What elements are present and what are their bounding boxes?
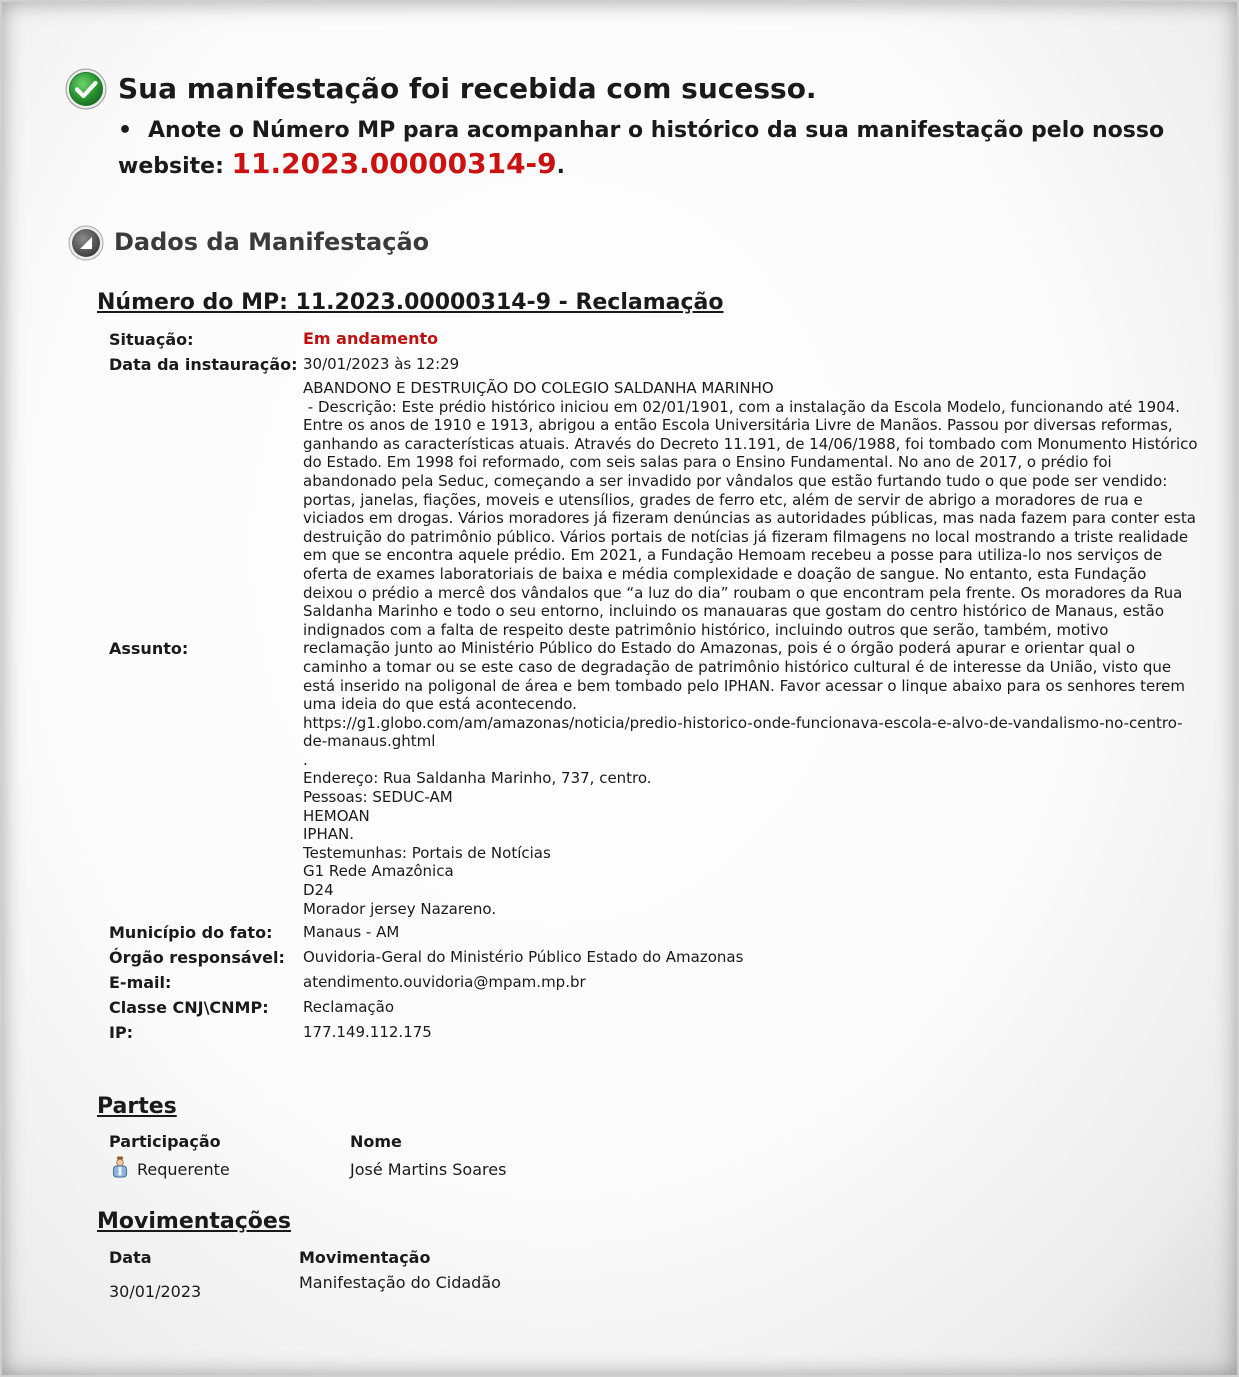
participacao-cell	[111, 1156, 230, 1179]
instruction-text: Anote o Número MP para acompanhar o histórico da sua manifestação pelo nosso website:	[118, 118, 1165, 179]
col-data: Data	[109, 1248, 152, 1267]
row-situacao	[109, 327, 1199, 352]
status-value: Em andamento	[303, 329, 439, 349]
success-title: Sua manifestação foi recebida com sucesso.	[118, 72, 817, 105]
assunto-value	[303, 377, 1203, 920]
row-data	[109, 352, 1199, 377]
ip-value: 177.149.112.175	[303, 1023, 432, 1042]
assunto-line: .	[303, 750, 308, 769]
row-email	[109, 970, 1199, 995]
assunto-line: IPHAN.	[303, 825, 354, 844]
mov-movimentacao-value: Manifestação do Cidadão	[299, 1273, 501, 1292]
manifestation-details	[109, 327, 1203, 1045]
assunto-link: https://g1.globo.com/am/amazonas/noticia/predio-historico-onde-funcionava-escola-e-alvo-de-vandalismo-no-centro-de-manaus.ghtml	[303, 713, 1183, 751]
assunto-people: Pessoas: SEDUC-AM	[303, 788, 453, 807]
email-value: atendimento.ouvidoria@mpam.mp.br	[303, 973, 586, 992]
row-ip	[109, 1020, 1199, 1045]
section-bullet-icon	[68, 225, 104, 261]
data-value: 30/01/2023 às 12:29	[303, 355, 460, 374]
assunto-description: - Descrição: Este prédio histórico iniciou em 02/01/1901, com a instalação da Escola Modelo, funcionando até 1904. Entre os anos de 1910 e 1913, abrigou a então Escola Universitária Livre de Manãos. Passou por diversas reformas, ganhando as características atuais. Através do Decreto 11.191, de 14/06/1988, foi tombado com Monumento Histórico do Estado. Em 1998 foi reformado, com seis salas para o Ensino Fundamental. No ano de 2017, o prédio foi abandonado pela Seduc, começando a ser invadido por vândalos que estão furtando tudo o que pode ser vendido: portas, janelas, fiações, moveis e utensílios, grades de ferro etc, além de servir de abrigo a moradores de rua e viciados em drogas. Vários moradores já fizeram denúncias as autoridades públicas, mas nada fazem para conter esta destruição do patrimônio público. Vários portais de notícias já fizeram filmagens no local mostrando a triste realidade em que se encontra aquele prédio. Em 2021, a Fundação Hemoam recebeu a posse para utiliza-lo nos serviços de oferta de exames laboratoriais de baixa e média complexidade e doação de sangue. No entanto, esta Fundação deixou o prédio a mercê dos vândalos que “a luz do dia” roubam o que encontram pela frente. Os moradores da Rua Saldanha Marinho e todo o seu entorno, incluindo os manauaras que gostam do centro histórico de Manaus, estão indignados com a falta de respeito deste patrimônio histórico, incluindo outros que serão, também, motivo reclamação junto ao Ministério Público do Estado do Amazonas, pois é o órgão poderá apurar e orientar qual o caminho a tomar ou se este caso de degradação de patrimônio histórico cultural é de interesse da União, visto que está inserido na poligonal de área e bem tombado pelo IPHAN. Favor acessar o linque abaixo para os senhores terem uma ideia do que está acontecendo.	[303, 397, 1203, 714]
assunto-address: Endereço: Rua Saldanha Marinho, 737, centro.	[303, 769, 652, 788]
row-orgao	[109, 945, 1199, 970]
row-assunto	[109, 377, 1203, 920]
orgao-label: Órgão responsável:	[109, 948, 285, 968]
email-label: E-mail:	[109, 973, 172, 993]
check-circle-icon	[65, 68, 107, 110]
assunto-line: D24	[303, 881, 334, 900]
situacao-label: Situação:	[109, 330, 194, 349]
mp-number: 11.2023.00000314-9	[231, 147, 557, 180]
classe-value: Reclamação	[303, 998, 395, 1017]
section-title: Dados da Manifestação	[114, 228, 430, 256]
nome-value: José Martins Soares	[350, 1160, 507, 1179]
municipio-label: Município do fato:	[109, 923, 273, 943]
ip-label: IP:	[109, 1023, 134, 1043]
participacao-value: Requerente	[137, 1160, 230, 1179]
assunto-line: HEMOAN	[303, 806, 370, 825]
data-label: Data da instauração:	[109, 355, 298, 374]
row-municipio	[109, 920, 1199, 945]
row-classe	[109, 995, 1199, 1020]
assunto-title: ABANDONO E DESTRUIÇÃO DO COLEGIO SALDANHA MARINHO	[303, 379, 774, 397]
mp-heading: Número do MP: 11.2023.00000314-9 - Reclamação	[97, 290, 724, 315]
col-nome: Nome	[350, 1132, 402, 1151]
col-participacao: Participação	[109, 1132, 221, 1151]
assunto-witnesses: Testemunhas: Portais de Notícias	[303, 843, 551, 862]
person-icon	[111, 1156, 129, 1178]
municipio-value: Manaus - AM	[303, 923, 400, 942]
bullet: •	[118, 118, 133, 143]
classe-label: Classe CNJ\CNMP:	[109, 998, 269, 1018]
col-movimentacao: Movimentação	[299, 1248, 431, 1267]
assunto-line: Morador jersey Nazareno.	[303, 899, 497, 918]
assunto-line: G1 Rede Amazônica	[303, 862, 454, 881]
instruction-end: .	[556, 154, 566, 179]
movimentacoes-heading: Movimentações	[97, 1209, 291, 1234]
partes-heading: Partes	[97, 1094, 177, 1119]
orgao-value: Ouvidoria-Geral do Ministério Público Estado do Amazonas	[303, 948, 744, 967]
mov-data-value: 30/01/2023	[109, 1282, 202, 1301]
assunto-label: Assunto:	[109, 639, 189, 659]
mp-instruction	[118, 114, 1178, 183]
